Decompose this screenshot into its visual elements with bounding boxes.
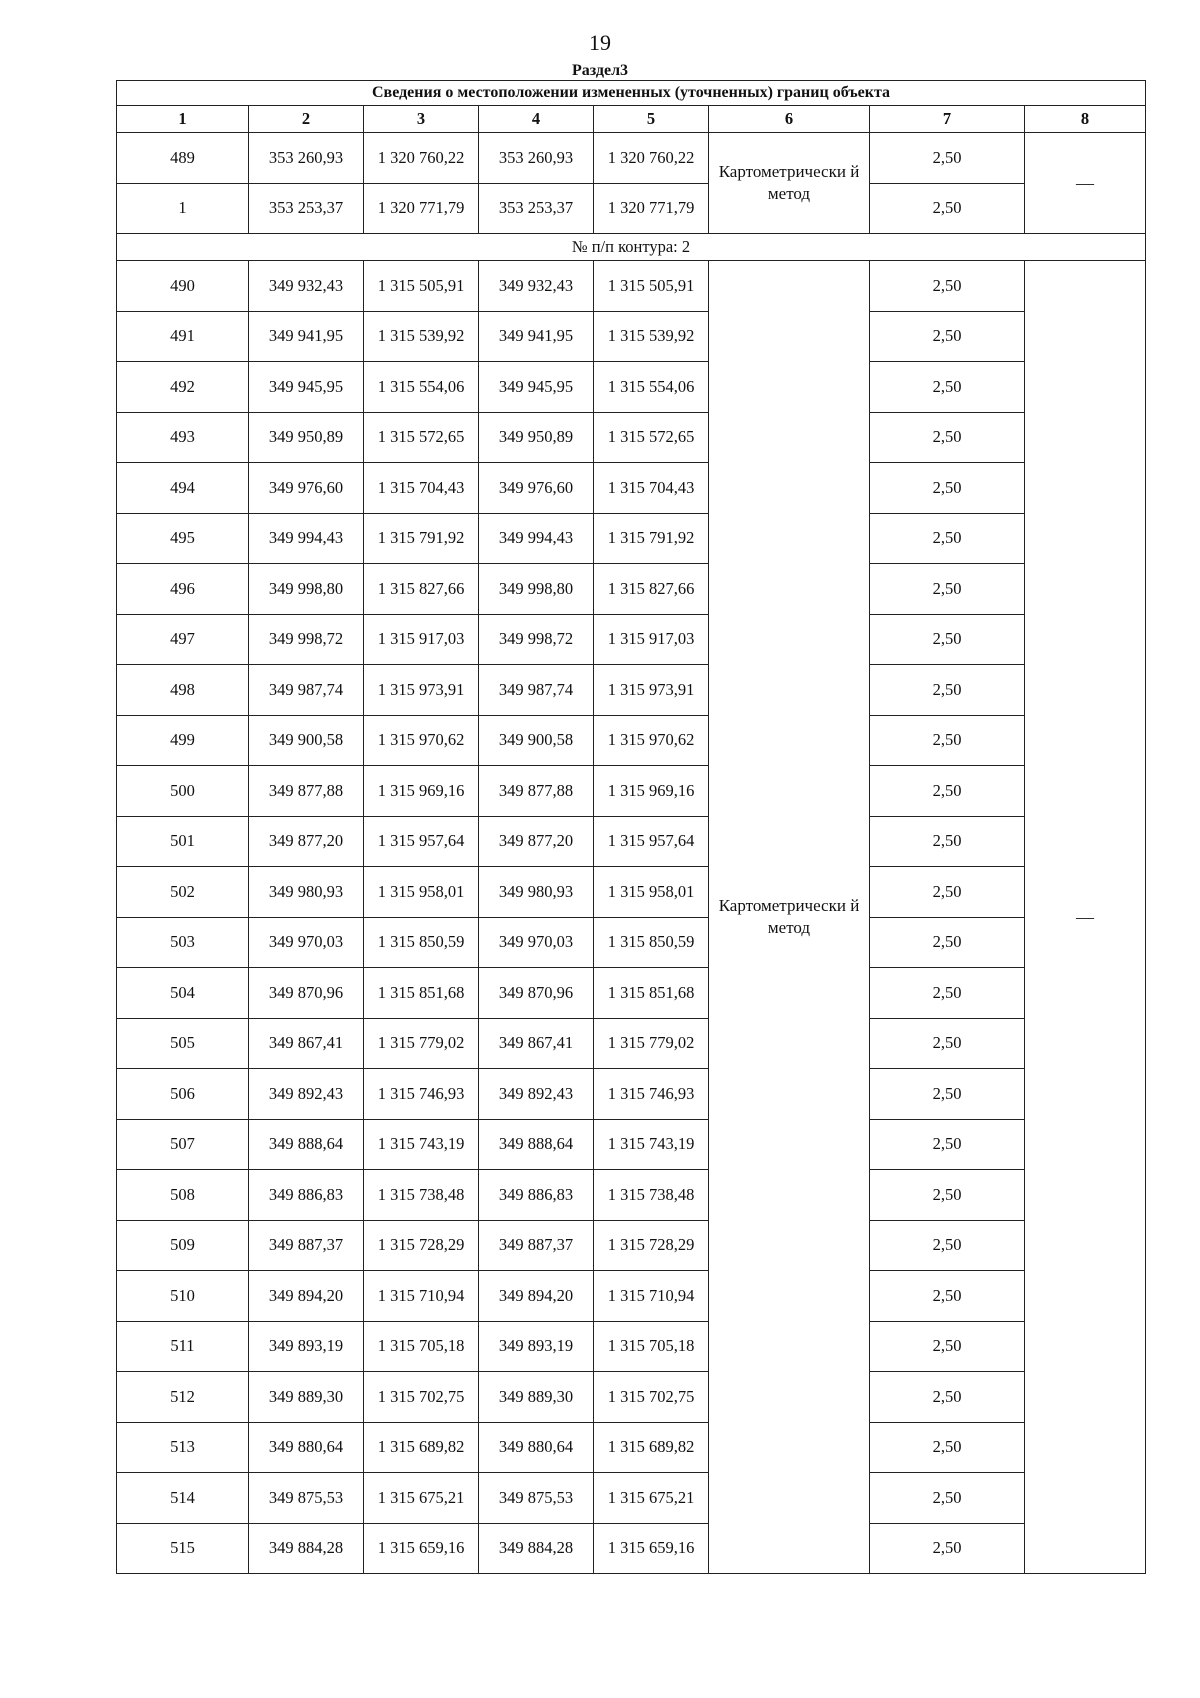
coord-y-existing: 1 315 705,18 xyxy=(364,1321,479,1372)
coord-x-refined: 349 892,43 xyxy=(479,1069,594,1120)
column-number: 2 xyxy=(249,106,364,133)
coord-y-refined: 1 315 827,66 xyxy=(594,564,709,615)
coord-y-existing: 1 320 760,22 xyxy=(364,133,479,184)
coord-x-existing: 349 875,53 xyxy=(249,1473,364,1524)
point-number: 491 xyxy=(117,311,249,362)
table-row xyxy=(117,261,1146,312)
accuracy-value: 2,50 xyxy=(870,564,1025,615)
coord-x-refined: 349 867,41 xyxy=(479,1018,594,1069)
accuracy-value: 2,50 xyxy=(870,1372,1025,1423)
coord-y-existing: 1 315 970,62 xyxy=(364,715,479,766)
coord-x-existing: 349 900,58 xyxy=(249,715,364,766)
accuracy-value: 2,50 xyxy=(870,513,1025,564)
point-number: 501 xyxy=(117,816,249,867)
coord-x-existing: 349 867,41 xyxy=(249,1018,364,1069)
coord-x-refined: 349 994,43 xyxy=(479,513,594,564)
table-caption: Сведения о местоположении измененных (уточненных) границ объекта xyxy=(117,81,1146,106)
accuracy-value: 2,50 xyxy=(870,1321,1025,1372)
table-row xyxy=(117,133,1146,184)
coord-x-existing: 349 893,19 xyxy=(249,1321,364,1372)
table-row xyxy=(117,564,1146,615)
point-number: 514 xyxy=(117,1473,249,1524)
coord-y-existing: 1 315 704,43 xyxy=(364,463,479,514)
coord-y-existing: 1 315 958,01 xyxy=(364,867,479,918)
point-number: 508 xyxy=(117,1170,249,1221)
accuracy-value: 2,50 xyxy=(870,1170,1025,1221)
point-number: 509 xyxy=(117,1220,249,1271)
coord-y-refined: 1 315 973,91 xyxy=(594,665,709,716)
point-number: 503 xyxy=(117,917,249,968)
coord-x-existing: 349 941,95 xyxy=(249,311,364,362)
accuracy-value: 2,50 xyxy=(870,1069,1025,1120)
accuracy-value: 2,50 xyxy=(870,261,1025,312)
table-row xyxy=(117,867,1146,918)
coord-x-existing: 349 886,83 xyxy=(249,1170,364,1221)
table-row xyxy=(117,1018,1146,1069)
table-row xyxy=(117,362,1146,413)
coord-y-refined: 1 320 760,22 xyxy=(594,133,709,184)
coord-x-refined: 349 980,93 xyxy=(479,867,594,918)
coord-x-existing: 349 889,30 xyxy=(249,1372,364,1423)
coord-x-existing: 349 877,88 xyxy=(249,766,364,817)
coord-x-refined: 349 884,28 xyxy=(479,1523,594,1574)
table-row xyxy=(117,1220,1146,1271)
coord-x-existing: 349 894,20 xyxy=(249,1271,364,1322)
note-dash: — xyxy=(1025,261,1146,1574)
coord-x-existing: 349 998,80 xyxy=(249,564,364,615)
point-number: 498 xyxy=(117,665,249,716)
coord-y-refined: 1 315 710,94 xyxy=(594,1271,709,1322)
accuracy-value: 2,50 xyxy=(870,1119,1025,1170)
table-row xyxy=(117,665,1146,716)
coord-y-refined: 1 315 743,19 xyxy=(594,1119,709,1170)
coord-y-existing: 1 315 689,82 xyxy=(364,1422,479,1473)
point-number: 492 xyxy=(117,362,249,413)
accuracy-value: 2,50 xyxy=(870,412,1025,463)
note-dash: — xyxy=(1025,133,1146,234)
column-number: 5 xyxy=(594,106,709,133)
point-number: 506 xyxy=(117,1069,249,1120)
coord-x-refined: 349 870,96 xyxy=(479,968,594,1019)
coord-x-refined: 349 877,88 xyxy=(479,766,594,817)
boundary-table xyxy=(116,80,1146,1574)
accuracy-value: 2,50 xyxy=(870,665,1025,716)
coord-y-refined: 1 315 958,01 xyxy=(594,867,709,918)
table-row xyxy=(117,917,1146,968)
coord-y-existing: 1 315 973,91 xyxy=(364,665,479,716)
table-row xyxy=(117,513,1146,564)
point-number: 500 xyxy=(117,766,249,817)
point-number: 489 xyxy=(117,133,249,184)
coord-y-refined: 1 315 505,91 xyxy=(594,261,709,312)
point-number: 497 xyxy=(117,614,249,665)
coord-x-existing: 349 884,28 xyxy=(249,1523,364,1574)
coord-x-existing: 349 887,37 xyxy=(249,1220,364,1271)
column-number: 6 xyxy=(709,106,870,133)
coord-y-existing: 1 315 675,21 xyxy=(364,1473,479,1524)
accuracy-value: 2,50 xyxy=(870,1422,1025,1473)
coord-y-existing: 1 315 659,16 xyxy=(364,1523,479,1574)
point-number: 515 xyxy=(117,1523,249,1574)
coord-x-refined: 349 886,83 xyxy=(479,1170,594,1221)
column-number: 8 xyxy=(1025,106,1146,133)
coord-y-refined: 1 315 970,62 xyxy=(594,715,709,766)
coord-y-refined: 1 315 705,18 xyxy=(594,1321,709,1372)
table-row xyxy=(117,1170,1146,1221)
accuracy-value: 2,50 xyxy=(870,1523,1025,1574)
coord-y-refined: 1 315 675,21 xyxy=(594,1473,709,1524)
table-row xyxy=(117,311,1146,362)
coord-x-existing: 349 932,43 xyxy=(249,261,364,312)
coord-x-refined: 349 875,53 xyxy=(479,1473,594,1524)
table-row xyxy=(117,1473,1146,1524)
coord-x-refined: 349 950,89 xyxy=(479,412,594,463)
coord-y-existing: 1 315 728,29 xyxy=(364,1220,479,1271)
coord-x-refined: 349 998,72 xyxy=(479,614,594,665)
coord-y-refined: 1 315 689,82 xyxy=(594,1422,709,1473)
point-number: 512 xyxy=(117,1372,249,1423)
coord-x-existing: 349 950,89 xyxy=(249,412,364,463)
coord-x-refined: 353 260,93 xyxy=(479,133,594,184)
table-row xyxy=(117,1119,1146,1170)
coord-x-existing: 349 892,43 xyxy=(249,1069,364,1120)
section-title: Раздел3 xyxy=(571,62,629,79)
coord-y-refined: 1 315 969,16 xyxy=(594,766,709,817)
accuracy-value: 2,50 xyxy=(870,614,1025,665)
point-number: 494 xyxy=(117,463,249,514)
coord-y-existing: 1 315 572,65 xyxy=(364,412,479,463)
accuracy-value: 2,50 xyxy=(870,133,1025,184)
coord-x-existing: 353 260,93 xyxy=(249,133,364,184)
coord-y-refined: 1 315 554,06 xyxy=(594,362,709,413)
point-number: 511 xyxy=(117,1321,249,1372)
coord-x-refined: 349 976,60 xyxy=(479,463,594,514)
coord-y-existing: 1 315 505,91 xyxy=(364,261,479,312)
coord-x-existing: 349 970,03 xyxy=(249,917,364,968)
coord-x-refined: 349 970,03 xyxy=(479,917,594,968)
coord-y-refined: 1 320 771,79 xyxy=(594,183,709,234)
coord-y-existing: 1 315 851,68 xyxy=(364,968,479,1019)
coord-y-existing: 1 315 554,06 xyxy=(364,362,479,413)
column-number: 4 xyxy=(479,106,594,133)
coord-y-existing: 1 315 710,94 xyxy=(364,1271,479,1322)
table-row xyxy=(117,715,1146,766)
coord-y-existing: 1 315 969,16 xyxy=(364,766,479,817)
coord-y-refined: 1 315 702,75 xyxy=(594,1372,709,1423)
accuracy-value: 2,50 xyxy=(870,311,1025,362)
coord-x-refined: 349 887,37 xyxy=(479,1220,594,1271)
method-cell: Картометрически й метод xyxy=(709,261,870,1574)
coord-y-refined: 1 315 659,16 xyxy=(594,1523,709,1574)
point-number: 499 xyxy=(117,715,249,766)
coord-y-refined: 1 315 539,92 xyxy=(594,311,709,362)
coord-x-existing: 349 877,20 xyxy=(249,816,364,867)
coord-y-refined: 1 315 779,02 xyxy=(594,1018,709,1069)
accuracy-value: 2,50 xyxy=(870,1271,1025,1322)
column-number: 3 xyxy=(364,106,479,133)
accuracy-value: 2,50 xyxy=(870,362,1025,413)
coord-x-existing: 349 945,95 xyxy=(249,362,364,413)
table-row xyxy=(117,1422,1146,1473)
coord-y-refined: 1 315 957,64 xyxy=(594,816,709,867)
accuracy-value: 2,50 xyxy=(870,867,1025,918)
coord-x-existing: 353 253,37 xyxy=(249,183,364,234)
coord-y-existing: 1 315 702,75 xyxy=(364,1372,479,1423)
coord-x-existing: 349 880,64 xyxy=(249,1422,364,1473)
accuracy-value: 2,50 xyxy=(870,1018,1025,1069)
point-number: 507 xyxy=(117,1119,249,1170)
table-row xyxy=(117,1069,1146,1120)
point-number: 495 xyxy=(117,513,249,564)
coord-y-existing: 1 315 791,92 xyxy=(364,513,479,564)
coord-x-existing: 349 888,64 xyxy=(249,1119,364,1170)
table-row xyxy=(117,614,1146,665)
coord-x-refined: 349 889,30 xyxy=(479,1372,594,1423)
point-number: 1 xyxy=(117,183,249,234)
accuracy-value: 2,50 xyxy=(870,463,1025,514)
coord-x-refined: 349 880,64 xyxy=(479,1422,594,1473)
coord-x-existing: 349 980,93 xyxy=(249,867,364,918)
coord-y-refined: 1 315 704,43 xyxy=(594,463,709,514)
coord-y-refined: 1 315 746,93 xyxy=(594,1069,709,1120)
accuracy-value: 2,50 xyxy=(870,715,1025,766)
coord-x-refined: 349 987,74 xyxy=(479,665,594,716)
accuracy-value: 2,50 xyxy=(870,1220,1025,1271)
coord-x-refined: 349 888,64 xyxy=(479,1119,594,1170)
coord-y-refined: 1 315 791,92 xyxy=(594,513,709,564)
table-row xyxy=(117,183,1146,234)
column-number: 1 xyxy=(117,106,249,133)
coord-x-existing: 349 870,96 xyxy=(249,968,364,1019)
coord-y-existing: 1 315 539,92 xyxy=(364,311,479,362)
accuracy-value: 2,50 xyxy=(870,917,1025,968)
table-row xyxy=(117,1271,1146,1322)
page-number: 19 xyxy=(589,30,611,55)
coord-x-refined: 349 945,95 xyxy=(479,362,594,413)
coord-x-refined: 349 932,43 xyxy=(479,261,594,312)
coord-x-refined: 353 253,37 xyxy=(479,183,594,234)
coord-y-existing: 1 315 738,48 xyxy=(364,1170,479,1221)
coord-x-refined: 349 900,58 xyxy=(479,715,594,766)
accuracy-value: 2,50 xyxy=(870,1473,1025,1524)
coord-y-refined: 1 315 851,68 xyxy=(594,968,709,1019)
method-cell: Картометрически й метод xyxy=(709,133,870,234)
point-number: 490 xyxy=(117,261,249,312)
coord-y-existing: 1 315 957,64 xyxy=(364,816,479,867)
coord-x-refined: 349 998,80 xyxy=(479,564,594,615)
table-row xyxy=(117,1321,1146,1372)
coord-y-refined: 1 315 572,65 xyxy=(594,412,709,463)
coord-y-refined: 1 315 917,03 xyxy=(594,614,709,665)
point-number: 504 xyxy=(117,968,249,1019)
coord-x-existing: 349 987,74 xyxy=(249,665,364,716)
accuracy-value: 2,50 xyxy=(870,766,1025,817)
column-number: 7 xyxy=(870,106,1025,133)
coord-y-existing: 1 315 850,59 xyxy=(364,917,479,968)
coord-y-existing: 1 315 917,03 xyxy=(364,614,479,665)
point-number: 510 xyxy=(117,1271,249,1322)
coord-y-refined: 1 315 728,29 xyxy=(594,1220,709,1271)
point-number: 502 xyxy=(117,867,249,918)
coord-x-refined: 349 877,20 xyxy=(479,816,594,867)
coord-x-existing: 349 994,43 xyxy=(249,513,364,564)
table-row xyxy=(117,816,1146,867)
coord-x-existing: 349 998,72 xyxy=(249,614,364,665)
coord-y-existing: 1 315 746,93 xyxy=(364,1069,479,1120)
coord-x-refined: 349 894,20 xyxy=(479,1271,594,1322)
table-row xyxy=(117,1523,1146,1574)
point-number: 493 xyxy=(117,412,249,463)
contour-label: № п/п контура: 2 xyxy=(117,234,1146,261)
table-row xyxy=(117,1372,1146,1423)
coord-y-refined: 1 315 738,48 xyxy=(594,1170,709,1221)
coord-y-existing: 1 315 779,02 xyxy=(364,1018,479,1069)
accuracy-value: 2,50 xyxy=(870,816,1025,867)
point-number: 496 xyxy=(117,564,249,615)
table-row xyxy=(117,968,1146,1019)
accuracy-value: 2,50 xyxy=(870,968,1025,1019)
coord-y-existing: 1 315 827,66 xyxy=(364,564,479,615)
coord-x-existing: 349 976,60 xyxy=(249,463,364,514)
coord-y-refined: 1 315 850,59 xyxy=(594,917,709,968)
coord-y-existing: 1 315 743,19 xyxy=(364,1119,479,1170)
point-number: 513 xyxy=(117,1422,249,1473)
coord-x-refined: 349 941,95 xyxy=(479,311,594,362)
coord-y-existing: 1 320 771,79 xyxy=(364,183,479,234)
table-row xyxy=(117,766,1146,817)
table-row xyxy=(117,463,1146,514)
table-row xyxy=(117,412,1146,463)
accuracy-value: 2,50 xyxy=(870,183,1025,234)
coord-x-refined: 349 893,19 xyxy=(479,1321,594,1372)
point-number: 505 xyxy=(117,1018,249,1069)
